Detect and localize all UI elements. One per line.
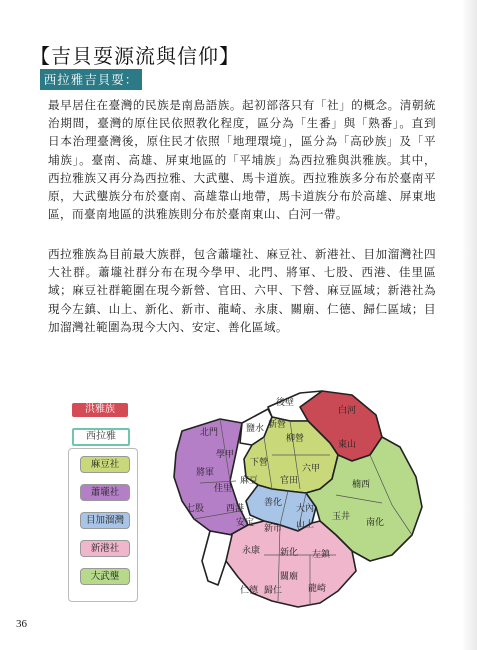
map-label-madou: 麻豆: [240, 476, 259, 486]
map-label-nanhua: 南化: [366, 518, 385, 528]
map-label-qigu: 七股: [186, 504, 205, 514]
page-gutter: [463, 0, 477, 650]
page-number: 36: [16, 618, 27, 630]
legend-item-mujialiuwan: 目加溜灣: [80, 512, 130, 529]
map-label-liuying: 柳營: [286, 434, 305, 444]
map-label-rende: 仁德: [240, 586, 259, 596]
legend-item-xiaolong: 蕭壠社: [80, 484, 130, 501]
region-south-white: [202, 531, 232, 585]
map-label-guantian: 官田: [280, 476, 299, 486]
legend-siraya: 西拉雅: [72, 428, 130, 446]
map-label-nanxi: 楠西: [352, 480, 371, 490]
map-label-xigang: 西港: [226, 504, 245, 514]
map-label-guiren: 歸仁: [264, 586, 283, 596]
page-title: 【吉貝耍源流與信仰】: [30, 44, 240, 68]
map-label-xinshi: 新市: [264, 524, 283, 534]
map-label-houbi: 後壁: [276, 398, 295, 408]
map-label-guanmiao: 關廟: [280, 572, 299, 582]
map-label-beimen: 北門: [200, 428, 219, 438]
district-map: [160, 385, 435, 615]
map-label-shanhua: 善化: [264, 498, 283, 508]
map-label-dongshan: 東山: [338, 440, 357, 450]
map-label-xinying: 新營: [268, 420, 287, 430]
map-label-jiali: 佳里: [214, 484, 233, 494]
map-label-liujia: 六甲: [302, 464, 321, 474]
map-label-yongkang: 永康: [242, 546, 261, 556]
map-label-longqi: 龍崎: [308, 584, 327, 594]
map-label-xiaying: 下營: [250, 458, 269, 468]
map-label-zuozhen: 左鎮: [312, 550, 331, 560]
legend-item-xingang: 新港社: [80, 540, 130, 557]
map-label-yujing: 玉井: [332, 512, 351, 522]
section-tag: 西拉雅吉貝耍：: [40, 69, 142, 90]
map-label-yanshui: 鹽水: [246, 424, 265, 434]
map-label-jiangjun: 將軍: [196, 468, 215, 478]
map-label-anding: 安定: [236, 518, 255, 528]
map-label-baihe: 白河: [338, 406, 357, 416]
legend-item-madou: 麻豆社: [80, 456, 130, 473]
paragraph-communities: 西拉雅族為目前最大族群，包含蕭壠社、麻豆社、新港社、目加溜灣社四大社群。蕭壠社群分布在現今學甲、北門、將軍、七股、西港、佳里區域；麻豆社群範圍在現今新營、官田、六甲、下營、麻豆區域；新港社為現今左鎮、山上、新化、新市、龍崎、永康、關廟、仁德、歸仁區域；目加溜灣社範圍為現今大內、安定、善化區域。: [48, 247, 436, 334]
map-label-xinhua: 新化: [280, 548, 299, 558]
map-label-xueja: 學甲: [216, 450, 235, 460]
map-label-shanshang: 山上: [296, 520, 315, 530]
legend-hongya: 洪雅族: [72, 403, 128, 417]
map-label-danei: 大內: [296, 504, 315, 514]
paragraph-origin: 最早居住在臺灣的民族是南島語族。起初部落只有「社」的概念。清朝統治期間，臺灣的原住民依照教化程度，區分為「生番」與「熟番」。直到日本治理臺灣後，原住民才依照「地理環境」，區分為「高砂族」及「平埔族」。臺南、高雄、屏東地區的「平埔族」為西拉雅與洪雅族。其中，西拉雅族又再分為西拉雅、大武壟、馬卡道族。西拉雅族多分布於臺南平原，大武壟族分布於臺南、高雄靠山地帶，馬卡道族分布於高雄、屏東地區，而臺南地區的洪雅族則分布於臺南東山、白河一帶。: [48, 98, 436, 222]
legend-item-dawulong: 大武壟: [80, 568, 130, 585]
